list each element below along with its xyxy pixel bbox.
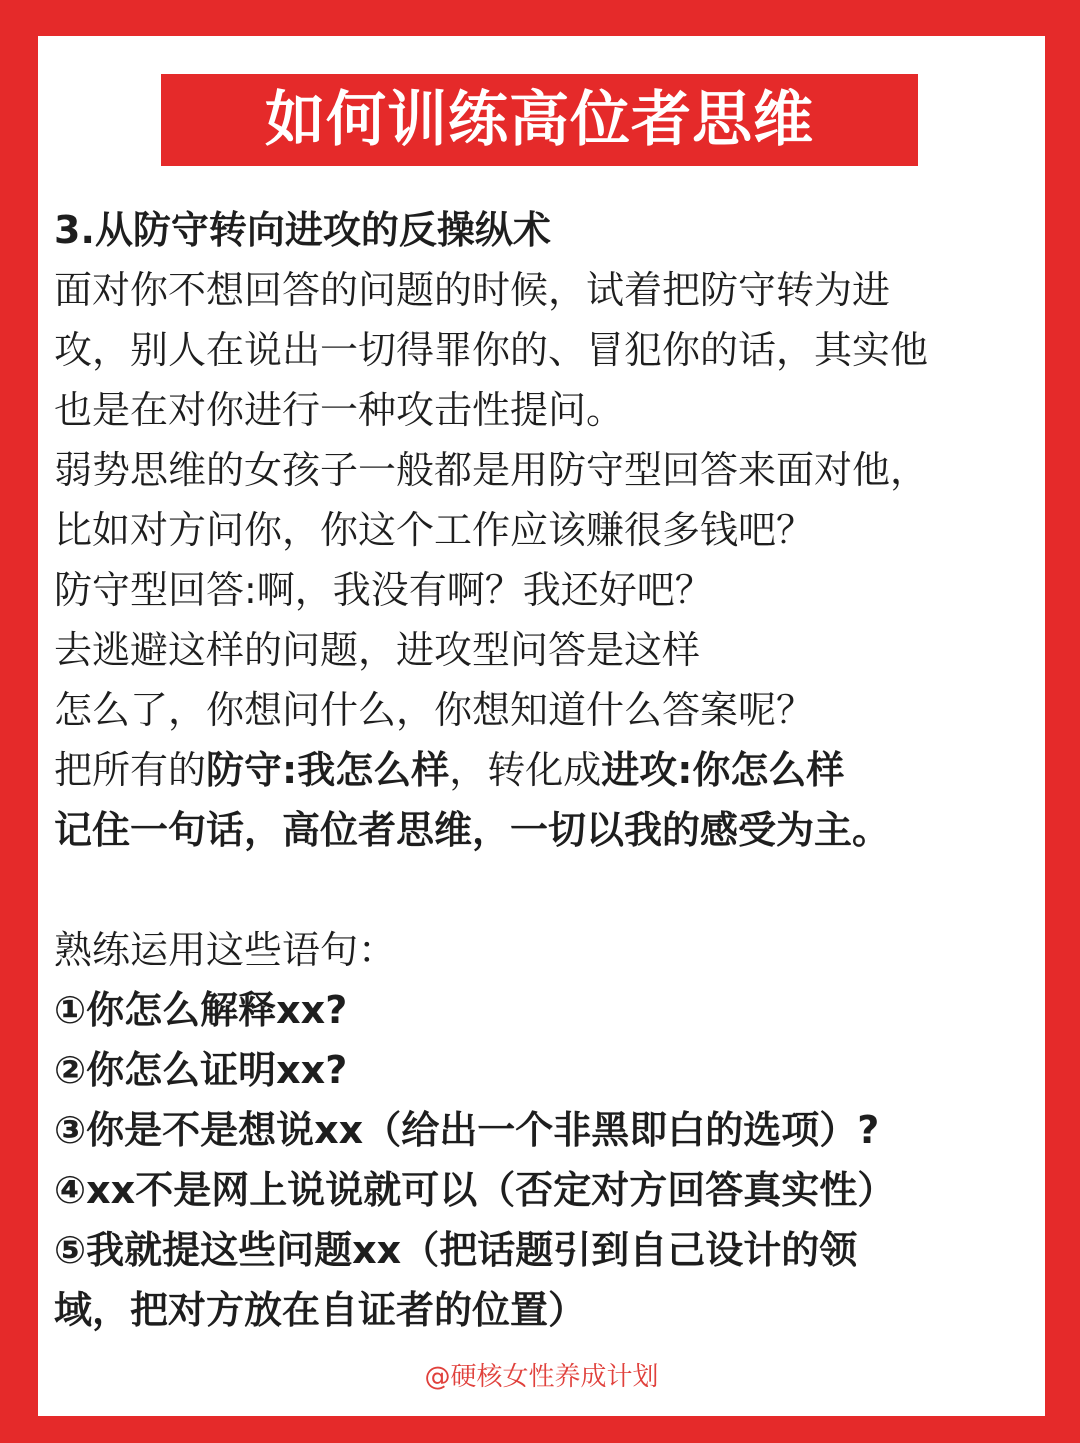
phrase-item: ⑤我就提这些问题xx（把话题引到自己设计的领 [54, 1228, 858, 1272]
transform-defense: 防守:我怎么样 [206, 748, 450, 792]
phrase-item: ④xx不是网上说说就可以（否定对方回答真实性） [54, 1168, 896, 1212]
section-heading: 3.从防守转向进攻的反操纵术 [54, 208, 551, 252]
defensive-answer: 防守型回答:啊，我没有啊？我还好吧？ [54, 568, 713, 612]
phrase-item: ①你怎么解释xx? [54, 988, 348, 1032]
spacer [54, 860, 1039, 920]
paragraph-line: 比如对方问你，你这个工作应该赚很多钱吧？ [54, 508, 815, 552]
transform-middle: ，转化成 [449, 748, 602, 792]
content-card [38, 36, 1045, 1416]
article-body [54, 200, 1039, 1340]
paragraph-line: 也是在对你进行一种攻击性提问。 [54, 388, 625, 432]
transform-line [54, 740, 1039, 800]
paragraph-line: 怎么了，你想问什么，你想知道什么答案呢？ [54, 688, 815, 732]
remember-line: 记住一句话，高位者思维，一切以我的感受为主。 [54, 808, 891, 852]
page-title: 如何训练高位者思维 [161, 74, 918, 166]
phrase-item: 域，把对方放在自证者的位置） [54, 1288, 587, 1332]
paragraph-line: 攻，别人在说出一切得罪你的、冒犯你的话，其实他 [54, 328, 929, 372]
paragraph-line: 去逃避这样的问题，进攻型问答是这样 [54, 628, 701, 672]
paragraph-line: 面对你不想回答的问题的时候，试着把防守转为进 [54, 268, 891, 312]
phrase-item: ③你是不是想说xx（给出一个非黑即白的选项）? [54, 1108, 880, 1152]
transform-prefix: 把所有的 [54, 748, 207, 792]
author-watermark: @硬核女性养成计划 [424, 1362, 659, 1392]
phrases-intro: 熟练运用这些语句： [54, 928, 397, 972]
phrase-item: ②你怎么证明xx? [54, 1048, 348, 1092]
transform-attack: 进攻:你怎么样 [601, 748, 845, 792]
paragraph-line: 弱势思维的女孩子一般都是用防守型回答来面对他， [54, 448, 929, 492]
